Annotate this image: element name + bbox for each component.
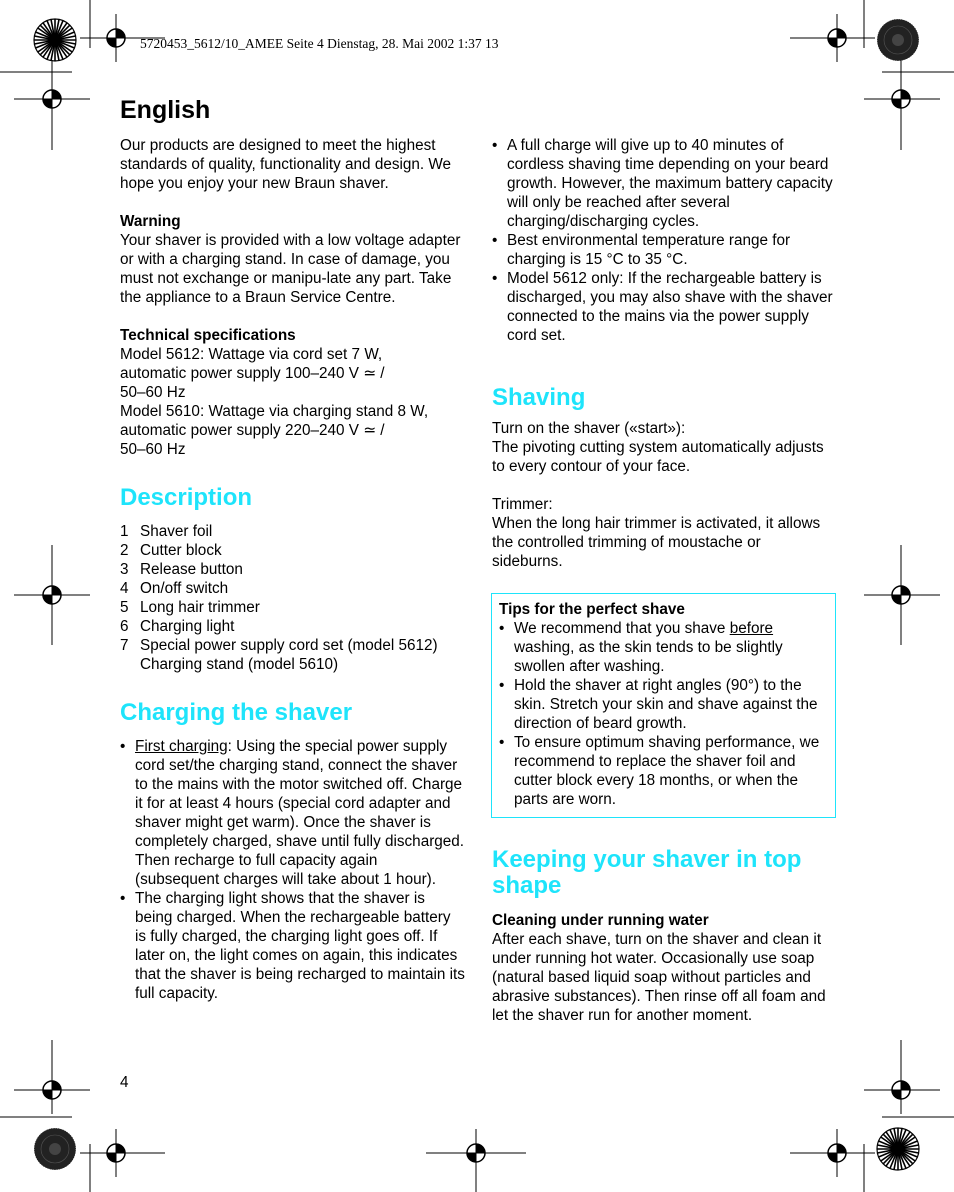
charging-list xyxy=(120,737,465,1003)
list-item: • We recommend that you shave before washing, as the skin tends to be slightly swollen after washing. xyxy=(499,619,828,676)
tech-title: Technical specifications xyxy=(120,327,296,344)
intro-text: Our products are designed to meet the highest standards of quality, functionality and design. We hope you enjoy your new Braun shaver. xyxy=(120,137,452,192)
list-item: • First charging: Using the special power supply cord set/the charging stand, connect the shaver to the mains with the motor switched off. Charge it for at least 4 hours (special cord adapter and shaver might get warm). Once the shaver is completely charged, shave until fully discharged. Then recharge to full capacity again (subsequent charges will take about 1 hour). xyxy=(120,737,465,889)
shaving-text: The pivoting cutting system automatically adjusts to every contour of your face. xyxy=(492,439,824,475)
list-item: 2 Cutter block xyxy=(120,542,222,559)
tech-line: automatic power supply 220–240 V ≃ / xyxy=(120,422,385,439)
charging-heading: Charging the shaver xyxy=(120,699,353,726)
trimmer-title: Trimmer: xyxy=(492,496,553,513)
list-item: • Model 5612 only: If the rechargeable battery is discharged, you may also shave with the shaver connected to the mains via the power supply cord set. xyxy=(492,269,834,345)
charging-list-continued xyxy=(492,136,834,345)
tips-list xyxy=(499,619,828,809)
tech-line: 50–60 Hz xyxy=(120,384,186,401)
trimmer-text: When the long hair trimmer is activated, it allows the controlled trimming of moustache or sideburns. xyxy=(492,515,821,570)
print-header: 5720453_5612/10_AMEE Seite 4 Dienstag, 28. Mai 2002 1:37 13 xyxy=(140,36,499,51)
shaving-text: Turn on the shaver («start»): xyxy=(492,420,686,437)
list-item: • To ensure optimum shaving performance, we recommend to replace the shaver foil and cutter block every 18 months, or when the parts are worn. xyxy=(499,733,828,809)
list-item: • A full charge will give up to 40 minutes of cordless shaving time depending on your beard growth. However, the maximum battery capacity will only be reached after several charging/discharging cycles. xyxy=(492,136,834,231)
page-title: English xyxy=(120,96,211,124)
cleaning-title: Cleaning under running water xyxy=(492,912,709,929)
list-item: 1 Shaver foil xyxy=(120,523,213,540)
tech-line: automatic power supply 100–240 V ≃ / xyxy=(120,365,385,382)
list-item: • The charging light shows that the shaver is being charged. When the rechargeable battery is fully charged, the charging light goes off. If later on, the light comes on again, this indicates that the shaver is being recharged to maintain its full capacity. xyxy=(120,889,465,1003)
shaving-heading: Shaving xyxy=(492,384,586,411)
tips-title: Tips for the perfect shave xyxy=(499,601,685,618)
list-item: 7 Special power supply cord set (model 5612) Charging stand (model 5610) xyxy=(120,637,438,673)
cleaning-text: After each shave, turn on the shaver and clean it under running hot water. Occasionally use soap (natural based liquid soap without particles and abrasive substances). Then rinse off all foam and let the shaver run for another moment. xyxy=(492,931,826,1024)
list-item: 3 Release button xyxy=(120,561,243,578)
tech-line: Model 5612: Wattage via cord set 7 W, xyxy=(120,346,383,363)
tech-line: Model 5610: Wattage via charging stand 8 W, xyxy=(120,403,429,420)
tips-box xyxy=(491,593,836,818)
left-column xyxy=(120,136,465,1003)
keeping-section xyxy=(492,847,837,1025)
description-heading: Description xyxy=(120,484,253,511)
list-item: 4 On/off switch xyxy=(120,580,229,597)
warning-text: Your shaver is provided with a low voltage adapter or with a charging stand. In case of damage, you must not exchange or manipu-late any part. Take the appliance to a Braun Service Centre. xyxy=(120,232,461,306)
right-column xyxy=(492,136,834,571)
list-item: 5 Long hair trimmer xyxy=(120,599,260,616)
keeping-heading: Keeping your shaver in top shape xyxy=(492,846,802,899)
description-list xyxy=(120,522,465,674)
list-item: 6 Charging light xyxy=(120,618,235,635)
page-number: 4 xyxy=(120,1074,129,1091)
list-item: • Best environmental temperature range for charging is 15 °C to 35 °C. xyxy=(492,231,834,269)
warning-title: Warning xyxy=(120,213,181,230)
list-item: • Hold the shaver at right angles (90°) to the skin. Stretch your skin and shave against the direction of beard growth. xyxy=(499,676,828,733)
tech-line: 50–60 Hz xyxy=(120,441,186,458)
